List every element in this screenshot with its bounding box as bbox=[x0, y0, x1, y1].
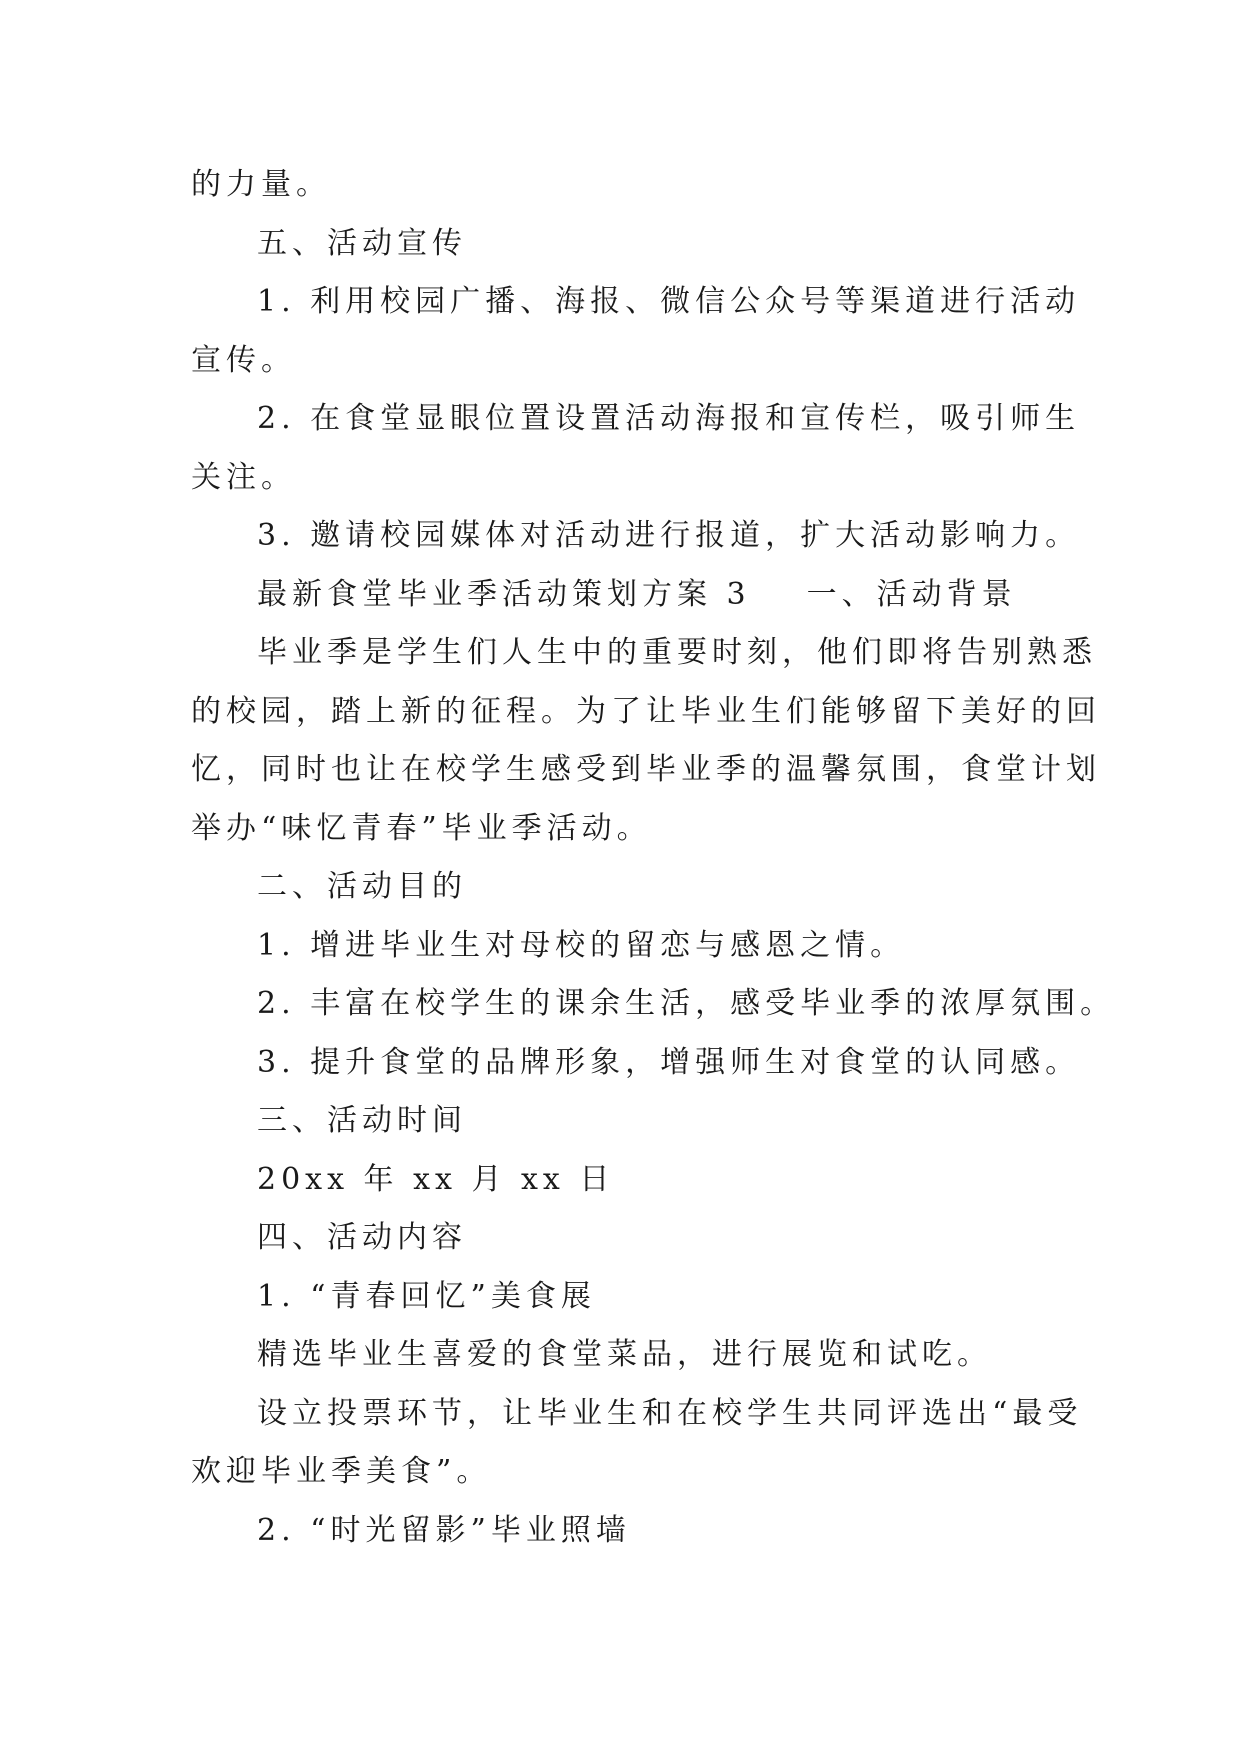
section-heading-background: 一、活动背景 bbox=[806, 576, 1017, 612]
background-paragraph-line-3: 忆，同时也让在校学生感受到毕业季的温馨氛围，食堂计划 bbox=[191, 752, 1101, 787]
background-paragraph-line-2: 的校园，踏上新的征程。为了让毕业生们能够留下美好的回 bbox=[191, 693, 1101, 729]
purpose-item-2: 2. 丰富在校学生的课余生活，感受毕业季的浓厚氛围。 bbox=[257, 986, 1116, 1021]
list-item-1-line-1: 1. 利用校园广播、海报、微信公众号等渠道进行活动 bbox=[257, 284, 1081, 319]
purpose-item-1: 1. 增进毕业生对母校的留恋与感恩之情。 bbox=[257, 927, 906, 963]
section-heading-time: 三、活动时间 bbox=[257, 1103, 467, 1138]
content-item-2-title: 2. “时光留影”毕业照墙 bbox=[257, 1512, 631, 1548]
section-heading-promotion: 五、活动宣传 bbox=[257, 225, 467, 261]
plan-title-line bbox=[191, 566, 1057, 625]
document-body bbox=[191, 156, 1116, 1560]
background-paragraph-line-1: 毕业季是学生们人生中的重要时刻，他们即将告别熟悉 bbox=[257, 635, 1097, 670]
content-item-1-detail-2-line-1: 设立投票环节，让毕业生和在校学生共同评选出“最受 bbox=[257, 1395, 1083, 1431]
list-item-3: 3. 邀请校园媒体对活动进行报道，扩大活动影响力。 bbox=[257, 518, 1081, 553]
purpose-item-3: 3. 提升食堂的品牌形象，增强师生对食堂的认同感。 bbox=[257, 1044, 1081, 1080]
content-item-1-title: 1. “青春回忆”美食展 bbox=[257, 1278, 596, 1314]
plan-title: 最新食堂毕业季活动策划方案 3 bbox=[257, 576, 751, 612]
event-date: 20xx 年 xx 月 xx 日 bbox=[257, 1161, 615, 1197]
section-heading-purpose: 二、活动目的 bbox=[257, 869, 467, 904]
list-item-1-line-2: 宣传。 bbox=[191, 342, 296, 378]
content-item-1-detail-2-line-2: 欢迎毕业季美食”。 bbox=[191, 1454, 492, 1489]
paragraph-continuation: 的力量。 bbox=[191, 167, 331, 202]
content-item-1-detail-1: 精选毕业生喜爱的食堂菜品，进行展览和试吃。 bbox=[257, 1337, 992, 1372]
list-item-2-line-2: 关注。 bbox=[191, 459, 296, 495]
list-item-2-line-1: 2. 在食堂显眼位置设置活动海报和宣传栏，吸引师生 bbox=[257, 401, 1081, 436]
section-heading-content: 四、活动内容 bbox=[257, 1220, 467, 1255]
background-paragraph-line-4: 举办“味忆青春”毕业季活动。 bbox=[191, 810, 652, 846]
